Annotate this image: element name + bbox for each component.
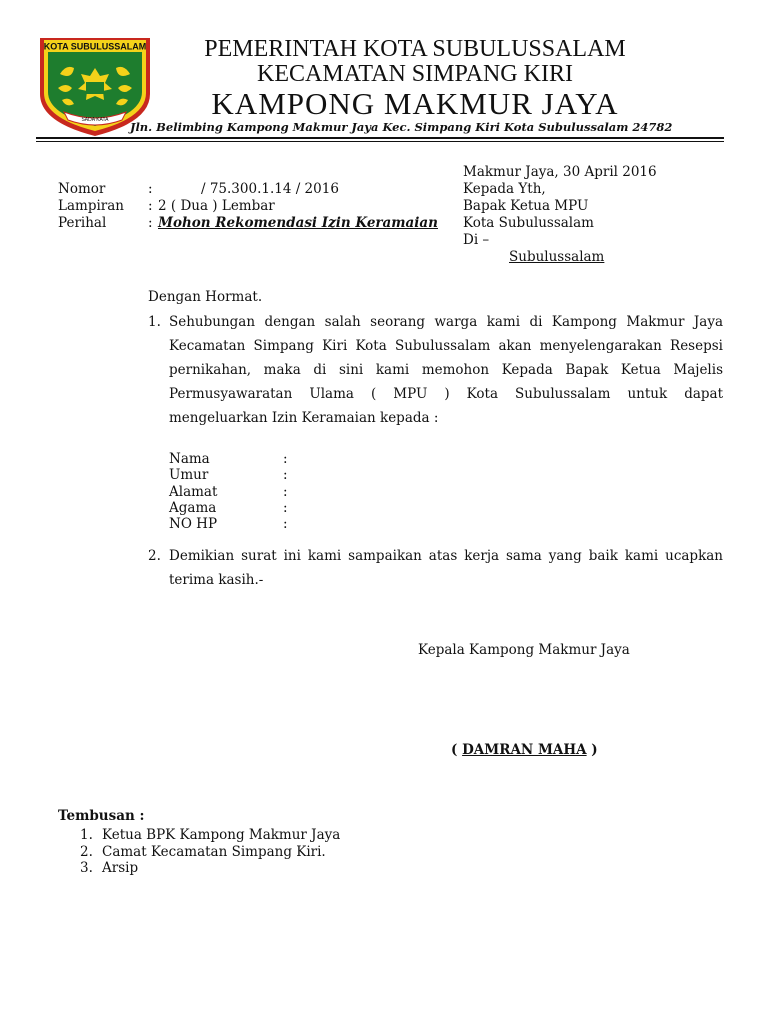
lampiran-colon: :	[148, 198, 153, 214]
recipient-di: Di –	[463, 232, 490, 248]
logo-text: KOTA SUBULUSSALAM	[43, 41, 147, 52]
tembusan-item: Camat Kecamatan Simpang Kiri.	[102, 844, 326, 860]
tembusan-item-number: 2.	[80, 844, 93, 860]
paragraph-1: Sehubungan dengan salah seorang warga kami di Kampong Makmur Jaya Kecamatan Simpang Kiri Kota Subulussalam akan menyelengarakan Resepsi pernikahan, maka di sini kami memohon Kepada Bapak Ketua Majelis Permusyawaratan Ulama ( MPU ) Kota Subulussalam untuk dapat mengeluarkan Izin Keramaian kepada :	[169, 314, 723, 426]
signature-close-paren: )	[586, 742, 598, 758]
logo-ribbon-text: SADA KATA	[81, 117, 109, 123]
field-colon: :	[283, 484, 288, 500]
recipient-city: Subulussalam	[509, 249, 605, 265]
lampiran-value: 2 ( Dua ) Lembar	[158, 198, 275, 214]
government-name: PEMERINTAH KOTA SUBULUSSALAM	[204, 36, 626, 62]
signature-title: Kepala Kampong Makmur Jaya	[418, 642, 630, 658]
recipient-greeting: Kepada Yth,	[463, 181, 546, 197]
perihal-colon: :	[148, 215, 153, 231]
field-label-no-hp: NO HP	[169, 516, 218, 532]
field-colon: :	[283, 500, 288, 516]
nomor-value: / 75.300.1.14 / 2016	[201, 181, 339, 197]
tembusan-item-number: 3.	[80, 860, 93, 876]
field-label-agama: Agama	[169, 500, 217, 516]
tembusan-title: Tembusan :	[58, 808, 145, 824]
nomor-colon: :	[148, 181, 153, 197]
field-colon: :	[283, 516, 288, 532]
perihal-value: Mohon Rekomendasi Izin Keramaian	[158, 215, 438, 231]
signature-name-block	[451, 742, 598, 758]
place-date: Makmur Jaya, 30 April 2016	[463, 164, 657, 180]
signature-open-paren: (	[451, 742, 463, 758]
field-colon: :	[283, 451, 288, 467]
nomor-label: Nomor	[58, 181, 106, 197]
recipient-name: Bapak Ketua MPU	[463, 198, 589, 214]
field-label-umur: Umur	[169, 467, 209, 483]
greeting: Dengan Hormat.	[148, 289, 263, 305]
field-colon: :	[283, 467, 288, 483]
letterhead-rule-thin	[36, 141, 724, 142]
paragraph-2-number: 2.	[148, 548, 161, 564]
district-name: KECAMATAN SIMPANG KIRI	[257, 61, 573, 87]
recipient-city-line: Kota Subulussalam	[463, 215, 594, 231]
village-name: KAMPONG MAKMUR JAYA	[211, 86, 619, 121]
paragraph-2: Demikian surat ini kami sampaikan atas kerja sama yang baik kami ucapkan terima kasih.-	[169, 548, 723, 588]
perihal-label: Perihal	[58, 215, 107, 231]
letterhead-rule-thick	[36, 137, 724, 139]
lampiran-label: Lampiran	[58, 198, 124, 214]
field-label-nama: Nama	[169, 451, 210, 467]
tembusan-item-number: 1.	[80, 827, 93, 843]
signature-name: DAMRAN MAHA	[462, 742, 587, 758]
address-line: Jln. Belimbing Kampong Makmur Jaya Kec. Simpang Kiri Kota Subulussalam 24782	[130, 120, 673, 134]
tembusan-item: Ketua BPK Kampong Makmur Jaya	[102, 827, 341, 843]
field-label-alamat: Alamat	[169, 484, 218, 500]
paragraph-1-number: 1.	[148, 314, 161, 330]
tembusan-item: Arsip	[102, 860, 139, 876]
